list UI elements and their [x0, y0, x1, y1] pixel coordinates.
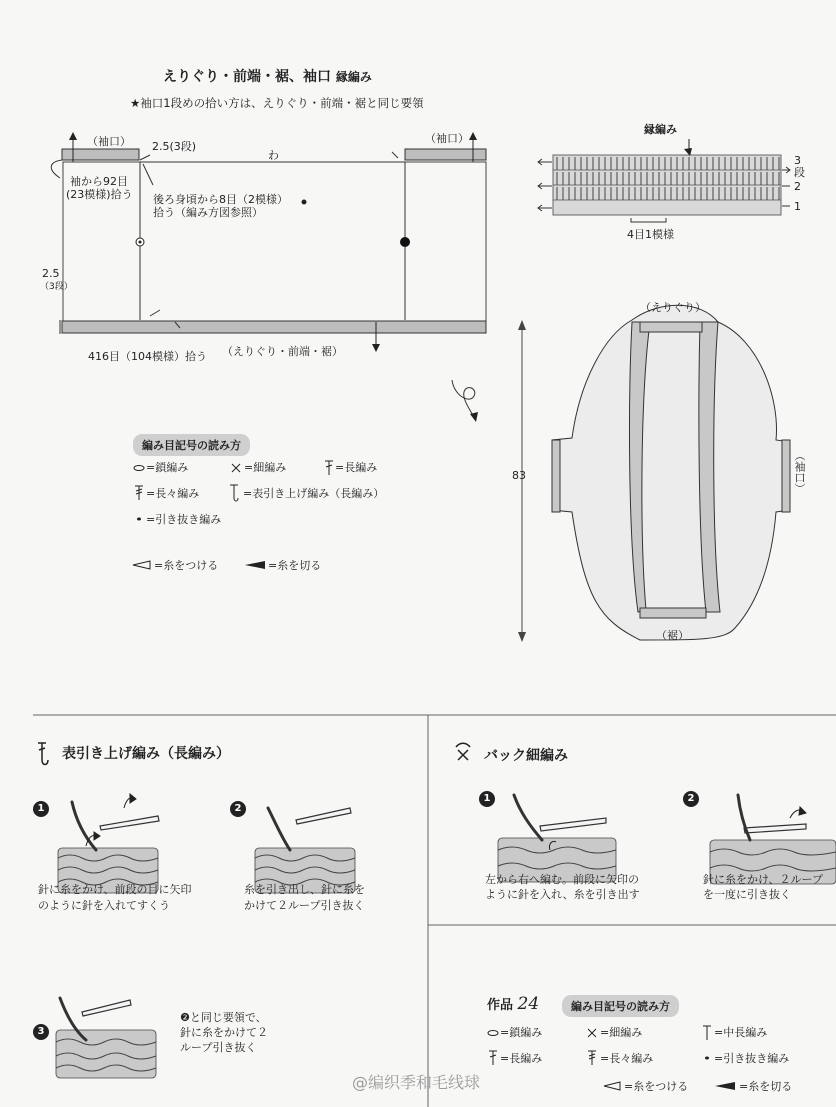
step-number: 2 — [230, 801, 246, 817]
fpdc-step2-line1: 糸を引き出し、針に糸を — [244, 883, 365, 896]
row-label-3: 3 — [794, 154, 801, 167]
row-label-dan: 段 — [794, 166, 805, 179]
w-legend-tr: =長々編み — [600, 1052, 654, 1065]
dim-top: 2.5(3段) — [152, 140, 197, 153]
row-label-1: 1 — [794, 200, 801, 213]
fpdc-step3-line1: ❷と同じ要領で、 — [180, 1011, 267, 1024]
edge-label: 縁編み — [644, 123, 677, 136]
legend-fpdc: =表引き上げ編み（長編み） — [243, 487, 385, 500]
dim-left: 2.5 — [42, 267, 60, 280]
step-number: 1 — [33, 801, 49, 817]
step-number: 3 — [33, 1024, 49, 1040]
fpdc-step1-line2: のように針を入れてすくう — [38, 899, 170, 912]
fpdc-step3-line3: ループ引き抜く — [180, 1041, 257, 1054]
sleeve-label: （袖口） — [793, 450, 806, 494]
fpdc-step3-line2: 針に糸をかけて２ — [180, 1026, 268, 1039]
section-title: えりぐり・前端・裾、袖口 縁編み — [163, 69, 372, 85]
wa-label: わ — [268, 149, 279, 162]
legend-sc: =細編み — [244, 461, 287, 474]
legend-dc: =長編み — [335, 461, 378, 474]
legend-cut: =糸を切る — [268, 559, 322, 572]
fpdc-step2-line2: かけて２ループ引き抜く — [244, 899, 365, 912]
fpdc-title: 表引き上げ編み（長編み） — [62, 746, 230, 762]
pick-back-1: 後ろ身頃から8目（2模様） — [153, 193, 288, 206]
work-number: 作品 24 — [487, 994, 540, 1014]
legend-chain: =鎖編み — [146, 461, 189, 474]
work-legend-title: 編み目記号の読み方 — [562, 995, 679, 1017]
fpdc-step1-line1: 針に糸をかけ、前段の目に矢印 — [38, 883, 192, 896]
collar-label: （えりぐり） — [640, 301, 706, 314]
watermark: @编织季和毛线球 — [352, 1073, 481, 1092]
back-step1-line1: 左から右へ編む。前段に矢印の — [485, 873, 639, 886]
dim-left-rows: （3段） — [40, 282, 73, 292]
w-legend-dc: =長編み — [500, 1052, 543, 1065]
sleeve-note: ★袖口1段めの拾い方は、えりぐり・前端・裾と同じ要領 — [130, 96, 424, 110]
w-legend-attach: =糸をつける — [624, 1080, 689, 1093]
w-legend-hdc: =中長編み — [714, 1026, 768, 1039]
pick-sleeve-2: (23模様)拾う — [66, 188, 133, 201]
legend-slst: =引き抜き編み — [146, 513, 222, 526]
pick-bottom: 416目（104模様）拾う — [88, 350, 207, 363]
hem-label: （裾） — [656, 629, 689, 642]
height-label: 83 — [512, 469, 526, 482]
sleeve-label-right: （袖口） — [425, 132, 469, 145]
pick-back-2: 拾う（編み方図参照） — [153, 206, 263, 219]
sleeve-label-left: （袖口） — [87, 135, 131, 148]
back-sc-title: バック細編み — [484, 748, 568, 764]
bottom-label: （えりぐり・前端・裾） — [222, 345, 343, 358]
legend-tr: =長々編み — [146, 487, 200, 500]
pick-sleeve-1: 袖から92目 — [70, 175, 128, 188]
back-step1-line2: ように針を入れ、糸を引き出す — [485, 888, 640, 901]
w-legend-slst: =引き抜き編み — [714, 1052, 790, 1065]
legend-attach: =糸をつける — [154, 559, 219, 572]
back-step2-line2: を一度に引き抜く — [703, 888, 791, 901]
w-legend-cut: =糸を切る — [739, 1080, 793, 1093]
repeat-label: 4目1模様 — [627, 228, 674, 241]
legend-title: 編み目記号の読み方 — [133, 434, 250, 456]
step-number: 1 — [479, 791, 495, 807]
step-number: 2 — [683, 791, 699, 807]
back-step2-line1: 針に糸をかけ、２ループ — [703, 873, 824, 886]
w-legend-sc: =細編み — [600, 1026, 643, 1039]
w-legend-chain: =鎖編み — [500, 1026, 543, 1039]
row-label-2: 2 — [794, 180, 801, 193]
